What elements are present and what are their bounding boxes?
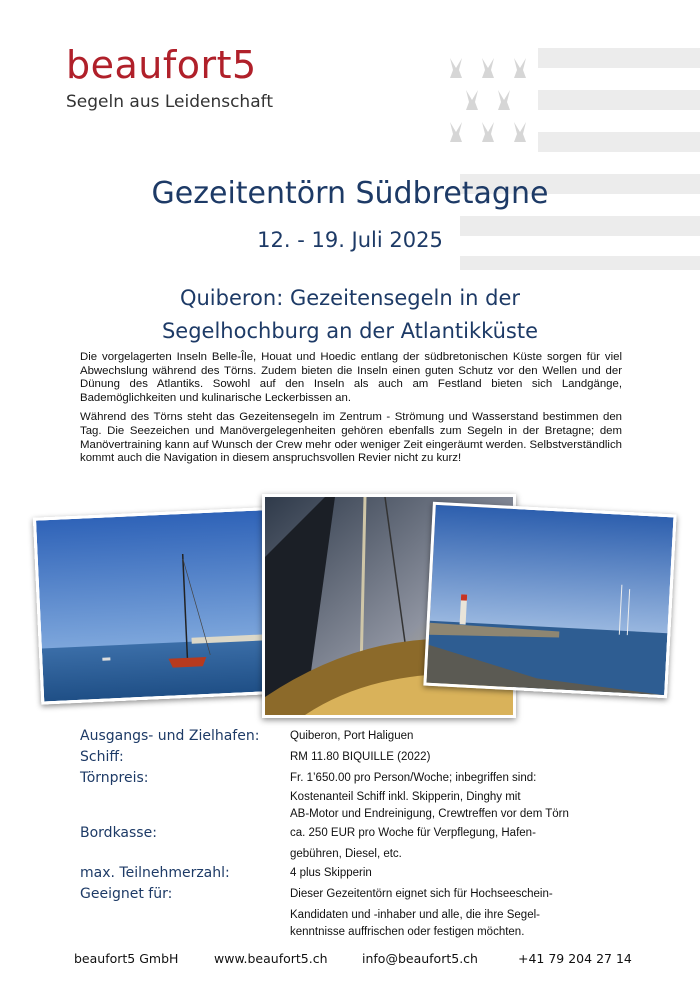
description-paragraph: Die vorgelagerten Inseln Belle-Île, Houat und Hoedic entlang der südbretonischen Küste sorgen für viel Abwechslung während des Törns. Zudem bieten die Inseln einen guten Schutz vor den Wellen und der Dünung des Atlantiks. Sowohl auf den Inseln als auch am Festland bieten sich Landgänge, Bademöglichkeiten und kulinarische Leckerbissen an.	[80, 351, 622, 404]
info-value-line: kenntnisse auffrischen oder festigen möchten.	[290, 926, 525, 938]
info-value-line: ca. 250 EUR pro Woche für Verpflegung, Hafen-	[290, 827, 536, 839]
info-value-line: Dieser Gezeitentörn eignet sich für Hochseeschein-	[290, 888, 553, 900]
description	[80, 351, 622, 472]
subtitle-line-1: Quiberon: Gezeitensegeln in der	[179, 286, 521, 310]
subtitle-line-2: Segelhochburg an der Atlantikküste	[161, 319, 539, 343]
sailboat-photo	[33, 506, 291, 704]
info-row-kitty	[80, 825, 640, 865]
trip-info-table	[80, 728, 640, 940]
info-row-ship	[80, 749, 640, 770]
info-row-participants	[80, 865, 640, 886]
lighthouse-harbor-photo	[423, 502, 676, 699]
trip-dates: 12. - 19. Juli 2025	[257, 228, 443, 252]
info-label: Schiff:	[80, 749, 124, 765]
footer-phone: +41 79 204 27 14	[518, 951, 632, 966]
info-row-suitable	[80, 886, 640, 940]
subtitle	[0, 282, 700, 348]
info-label: Bordkasse:	[80, 825, 157, 841]
info-value: 4 plus Skipperin	[290, 867, 372, 879]
info-value-line: AB-Motor und Endreinigung, Crewtreffen vor dem Törn	[290, 808, 569, 820]
logo-tagline: Segeln aus Leidenschaft	[66, 92, 273, 112]
info-label: Törnpreis:	[80, 770, 149, 786]
info-value-line: Kandidaten und -inhaber und alle, die ihre Segel-	[290, 909, 540, 921]
info-row-harbor	[80, 728, 640, 749]
logo-brand: beaufort5	[66, 43, 257, 87]
info-value	[290, 770, 640, 825]
info-value-line: gebühren, Diesel, etc.	[290, 848, 402, 860]
info-row-price	[80, 770, 640, 825]
info-value-line: Kostenanteil Schiff inkl. Skipperin, Dinghy mit	[290, 791, 521, 803]
info-value	[290, 886, 640, 940]
info-value-line: Fr. 1’650.00 pro Person/Woche; inbegriffen sind:	[290, 772, 537, 784]
logo	[66, 43, 273, 112]
page-title: Gezeitentörn Südbretagne	[151, 176, 549, 211]
info-label: Geeignet für:	[80, 886, 173, 902]
footer-email-link[interactable]: info@beaufort5.ch	[362, 951, 478, 966]
description-paragraph: Während des Törns steht das Gezeitensegeln im Zentrum - Strömung und Wasserstand bestimmen den Tag. Die Seezeichen und Manövergelegenheiten gehören ebenfalls zum Segeln in der Bretagne; dem Manövertraining kann auf Wunsch der Crew mehr oder weniger Zeit eingeräumt werden. Selbstverständlich kommt auch die Navigation in diesem anspruchsvollen Revier nicht zu kurz!	[80, 411, 622, 465]
info-value	[290, 825, 640, 865]
info-label: Ausgangs- und Zielhafen:	[80, 728, 260, 744]
info-label: max. Teilnehmerzahl:	[80, 865, 230, 881]
info-value: RM 11.80 BIQUILLE (2022)	[290, 751, 431, 763]
footer-website-link[interactable]: www.beaufort5.ch	[214, 951, 328, 966]
info-value: Quiberon, Port Haliguen	[290, 730, 414, 742]
footer-company: beaufort5 GmbH	[74, 951, 179, 966]
